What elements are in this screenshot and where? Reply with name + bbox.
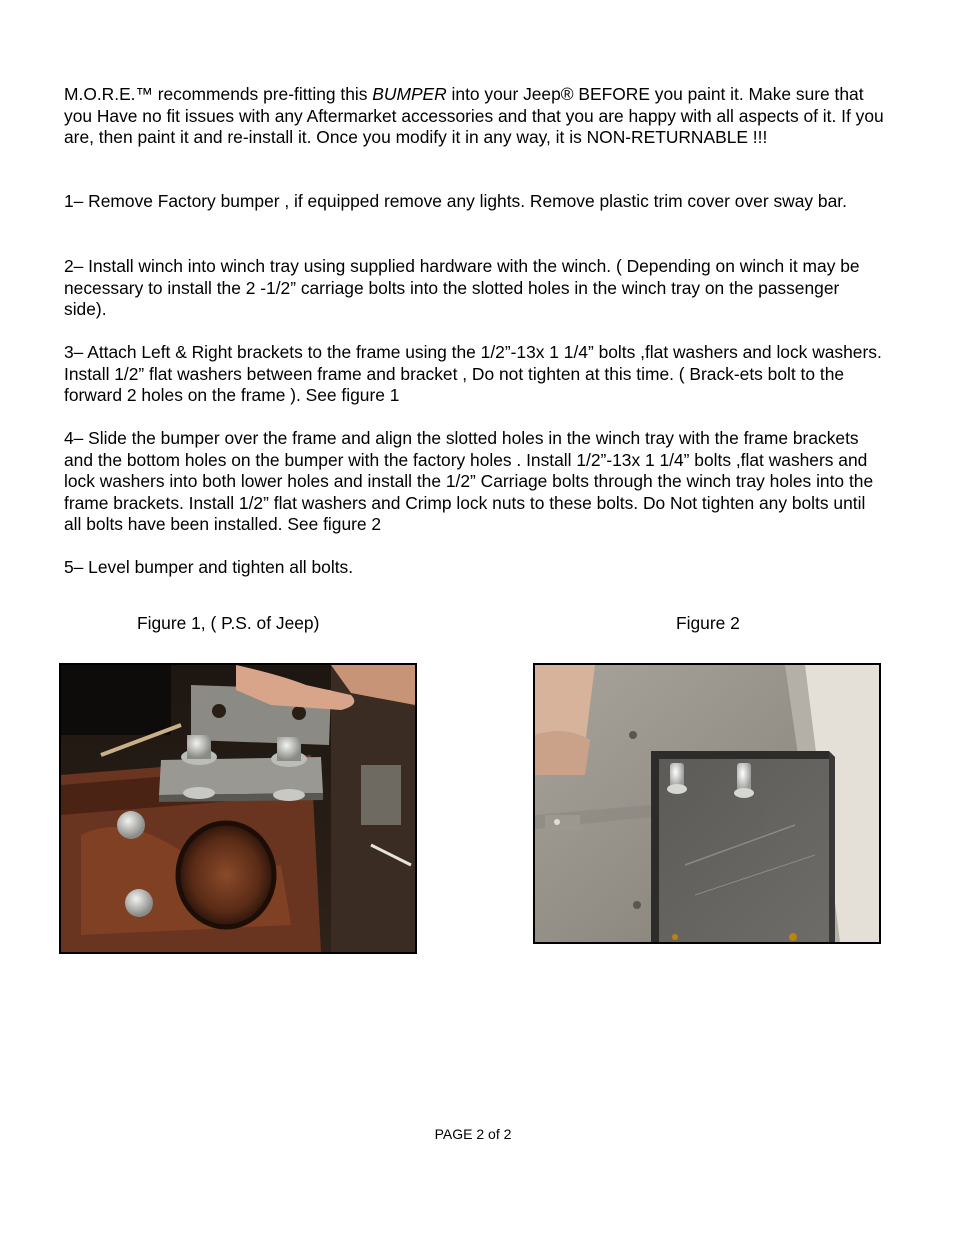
figure-2-caption: Figure 2: [676, 613, 740, 633]
page-footer: PAGE 2 of 2: [434, 1126, 512, 1142]
figure-2-illustration: [535, 665, 879, 942]
figure-1-illustration: [61, 665, 415, 952]
intro-prefix: M.O.R.E.™ recommends pre-fitting this: [64, 84, 373, 104]
step-3: 3– Attach Left & Right brackets to the frame using the 1/2”-13x 1 1/4” bolts ,flat washers and lock washers. Install 1/2” flat washers between frame and bracket , Do not tighten at this time. ( Brack-ets bolt to the forward 2 holes on the frame ). See figure 1: [64, 342, 882, 406]
intro-emphasis: BUMPER: [372, 84, 447, 104]
figure-1-photo: [59, 663, 417, 954]
step-2: 2– Install winch into winch tray using supplied hardware with the winch. ( Depending on winch it may be necessary to install the 2 -1/2” carriage bolts into the slotted holes in the winch tray on the passenger side).: [64, 256, 860, 320]
figure-1-caption: Figure 1, ( P.S. of Jeep): [137, 613, 320, 633]
intro-paragraph: [64, 84, 884, 149]
intro-suffix: into your Jeep® BEFORE you paint it. Make sure that you Have no fit issues with any Aftermarket accessories and that you are happy with all aspects of it. If you are, then paint it and re-install it. Once you modify it in any way, it is NON-RETURNABLE !!!: [64, 84, 884, 148]
step-1: 1– Remove Factory bumper , if equipped remove any lights. Remove plastic trim cover over sway bar.: [64, 191, 847, 211]
step-5: 5– Level bumper and tighten all bolts.: [64, 557, 354, 577]
step-4: 4– Slide the bumper over the frame and align the slotted holes in the winch tray with the frame brackets and the bottom holes on the bumper with the factory holes . Install 1/2”-13x 1 1/4” bolts ,flat washers and lock washers into both lower holes and install the 1/2” Carriage bolts through the winch tray holes into the frame brackets. Install 1/2” flat washers and Crimp lock nuts to these bolts. Do Not tighten any bolts until all bolts have been installed. See figure 2: [64, 428, 874, 535]
figure-2-photo: [533, 663, 881, 944]
